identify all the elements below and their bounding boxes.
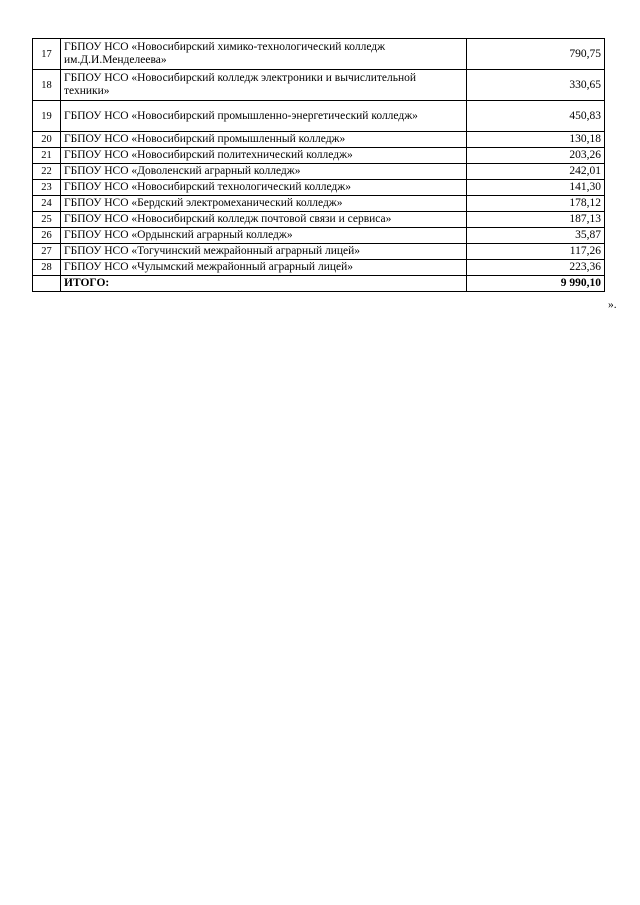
row-number: 23 [33, 180, 61, 196]
row-number: 17 [33, 39, 61, 70]
row-number: 19 [33, 101, 61, 132]
total-amount: 9 990,10 [467, 276, 605, 292]
table-row [33, 180, 605, 196]
institution-name: ГБПОУ НСО «Ордынский аграрный колледж» [61, 228, 467, 244]
total-row [33, 276, 605, 292]
institution-name: ГБПОУ НСО «Новосибирский промышленный колледж» [61, 132, 467, 148]
institution-name: ГБПОУ НСО «Новосибирский технологический колледж» [61, 180, 467, 196]
row-number: 27 [33, 244, 61, 260]
table-row [33, 132, 605, 148]
row-number: 26 [33, 228, 61, 244]
row-number: 20 [33, 132, 61, 148]
row-number: 21 [33, 148, 61, 164]
institution-name: ГБПОУ НСО «Новосибирский политехнический колледж» [61, 148, 467, 164]
table-row [33, 212, 605, 228]
total-label: ИТОГО: [61, 276, 467, 292]
institution-name: ГБПОУ НСО «Бердский электромеханический колледж» [61, 196, 467, 212]
table-row [33, 196, 605, 212]
amount: 450,83 [467, 101, 605, 132]
amount: 130,18 [467, 132, 605, 148]
institution-name: ГБПОУ НСО «Чулымский межрайонный аграрный лицей» [61, 260, 467, 276]
amount: 242,01 [467, 164, 605, 180]
table-row [33, 260, 605, 276]
amount: 141,30 [467, 180, 605, 196]
table-row [33, 39, 605, 70]
document-page [32, 38, 604, 292]
amount: 117,26 [467, 244, 605, 260]
institution-name: ГБПОУ НСО «Новосибирский химико-технологический колледж им.Д.И.Менделеева» [61, 39, 467, 70]
amount: 330,65 [467, 70, 605, 101]
institution-name: ГБПОУ НСО «Тогучинский межрайонный аграрный лицей» [61, 244, 467, 260]
institution-name: ГБПОУ НСО «Новосибирский промышленно-энергетический колледж» [61, 101, 467, 132]
table-row [33, 164, 605, 180]
amount: 790,75 [467, 39, 605, 70]
closing-quote-mark: ». [608, 299, 617, 311]
row-number: 22 [33, 164, 61, 180]
amount: 178,12 [467, 196, 605, 212]
row-number: 24 [33, 196, 61, 212]
institution-name: ГБПОУ НСО «Новосибирский колледж электроники и вычислительной техники» [61, 70, 467, 101]
amount: 203,26 [467, 148, 605, 164]
amount: 35,87 [467, 228, 605, 244]
table-row [33, 101, 605, 132]
table-row [33, 228, 605, 244]
total-number-cell [33, 276, 61, 292]
amount: 187,13 [467, 212, 605, 228]
amount: 223,36 [467, 260, 605, 276]
allocation-table [32, 38, 605, 292]
institution-name: ГБПОУ НСО «Доволенский аграрный колледж» [61, 164, 467, 180]
institution-name: ГБПОУ НСО «Новосибирский колледж почтовой связи и сервиса» [61, 212, 467, 228]
table-row [33, 244, 605, 260]
table-row [33, 148, 605, 164]
table-row [33, 70, 605, 101]
row-number: 25 [33, 212, 61, 228]
row-number: 18 [33, 70, 61, 101]
row-number: 28 [33, 260, 61, 276]
